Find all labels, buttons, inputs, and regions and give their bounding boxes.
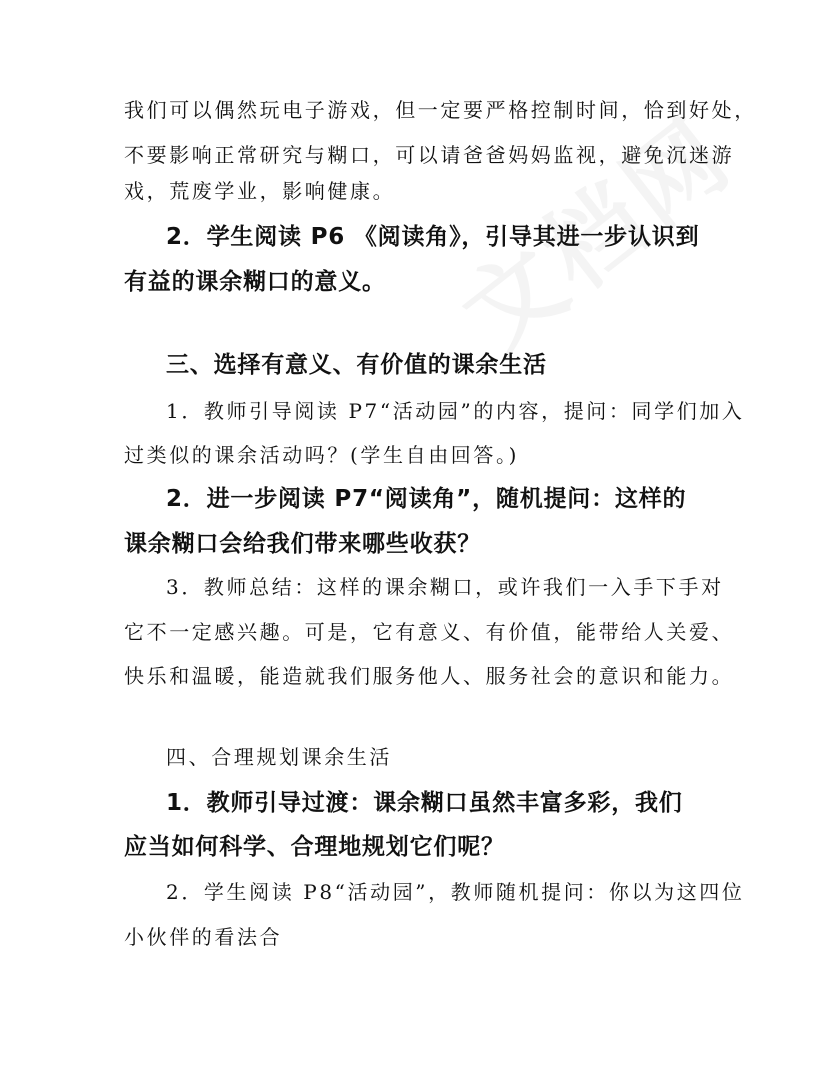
bold-paragraph-line: 2．进一步阅读 P7“阅读角”，随机提问：这样的 [166,486,687,512]
paragraph-line: 不要影响正常研究与糊口，可以请爸爸妈妈监视，避免沉迷游 [124,143,735,167]
paragraph-line: 1．教师引导阅读 P7“活动园”的内容，提问：同学们加入 [166,399,745,423]
section-heading: 三、选择有意义、有价值的课余生活 [166,352,547,378]
paragraph-line: 我们可以偶然玩电子游戏，但一定要严格控制时间，恰到好处， [124,98,757,122]
bold-paragraph-line: 2．学生阅读 P6 《阅读角》，引导其进一步认识到 [166,224,700,250]
bold-paragraph-line: 1．教师引导过渡：课余糊口虽然丰富多彩，我们 [166,790,683,816]
bold-paragraph-line: 应当如何科学、合理地规划它们呢？ [124,834,505,860]
paragraph-line: 它不一定感兴趣。可是，它有意义、有价值，能带给人关爱、 [124,620,735,644]
paragraph-line: 3．教师总结：这样的课余糊口，或许我们一入手下手对 [166,575,724,599]
paragraph-line: 小伙伴的看法合 [124,925,283,949]
paragraph-line: 过类似的课余活动吗？(学生自由回答。) [124,443,520,467]
section-heading: 四、合理规划课余生活 [166,745,392,769]
paragraph-line: 快乐和温暖，能造就我们服务他人、服务社会的意识和能力。 [124,664,735,688]
paragraph-line: 2．学生阅读 P8“活动园”，教师随机提问：你以为这四位 [166,880,745,904]
bold-paragraph-line: 有益的课余糊口的意义。 [124,269,386,295]
bold-paragraph-line: 课余糊口会给我们带来哪些收获？ [124,531,481,557]
paragraph-line: 戏，荒废学业，影响健康。 [124,179,396,203]
